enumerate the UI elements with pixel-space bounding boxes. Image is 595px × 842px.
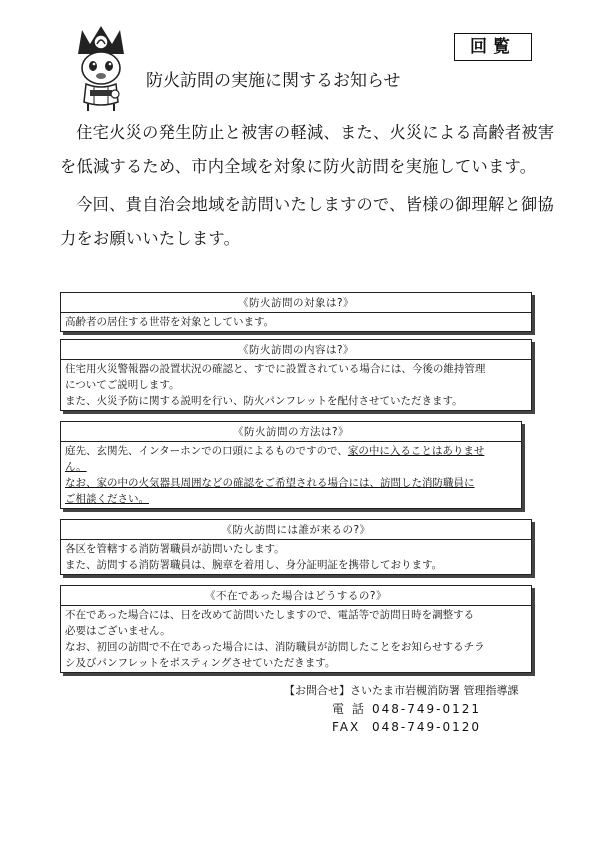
box-line: なお、家の中の火気器具周囲などの確認をご希望される場合には、訪問した消防職員に bbox=[65, 477, 475, 489]
tel-number: 048-749-0121 bbox=[372, 702, 482, 716]
fax-label: FAX bbox=[332, 720, 361, 734]
box-body bbox=[61, 540, 531, 574]
box-body bbox=[61, 313, 531, 331]
contact-org: 【お問合せ】さいたま市岩槻消防署 管理指導課 bbox=[284, 684, 519, 697]
info-box-absent bbox=[60, 585, 532, 673]
box-text: 庭先、玄関先、インターホンでの口頭によるものですので、 bbox=[65, 445, 348, 457]
box-line: また、訪問する消防署職員は、腕章を着用し、身分証明証を携帯しております。 bbox=[65, 559, 443, 571]
fax-number: 048-749-0120 bbox=[372, 720, 482, 734]
box-body bbox=[61, 606, 531, 672]
box-line: ご相談ください。 bbox=[65, 493, 149, 505]
info-box-staff bbox=[60, 519, 532, 575]
box-line: シ及びパンフレットをポスティングさせていただきます。 bbox=[65, 657, 336, 669]
box-body bbox=[61, 442, 521, 508]
contact-info bbox=[284, 682, 519, 734]
fire-mascot-icon bbox=[68, 24, 134, 112]
page-title: 防火訪問の実施に関するお知らせ bbox=[146, 71, 401, 91]
box-line: なお、初回の訪問で不在であった場合には、消防職員が訪問したことをお知らせするチラ bbox=[65, 641, 485, 653]
box-line: 住宅用火災警報器の設置状況の確認と、すでに設置されている場合には、今後の維持管理 bbox=[65, 363, 486, 375]
box-heading: 《防火訪問には誰が来るの?》 bbox=[61, 520, 531, 540]
box-line: 各区を管轄する消防署職員が訪問いたします。 bbox=[65, 543, 285, 555]
contact-tel bbox=[332, 700, 481, 718]
box-line: 高齢者の居住する世帯を対象としています。 bbox=[65, 316, 275, 328]
info-box-content bbox=[60, 339, 532, 411]
box-line: また、火災予防に関する説明を行い、防火パンフレットを配付させていただきます。 bbox=[65, 395, 463, 407]
box-line: についてご説明します。 bbox=[65, 379, 180, 391]
box-line: 必要はございません。 bbox=[65, 625, 171, 637]
box-heading: 《防火訪問の対象は?》 bbox=[61, 293, 531, 313]
intro-text bbox=[60, 116, 560, 256]
tel-label: 電 話 bbox=[332, 702, 366, 716]
box-line bbox=[65, 459, 517, 475]
contact-fax bbox=[332, 718, 481, 736]
emphasis-text: 家の中に入ることはありませ bbox=[347, 445, 485, 457]
box-heading: 《不在であった場合はどうするの?》 bbox=[61, 586, 531, 606]
box-line bbox=[65, 443, 517, 459]
info-box-method bbox=[60, 421, 522, 509]
intro-paragraph-1: 住宅火災の発生防止と被害の軽減、また、火災による高齢者被害を低減するため、市内全域を対象に防火訪問を実施しています。 bbox=[60, 123, 555, 176]
box-body bbox=[61, 360, 531, 410]
intro-paragraph-2: 今回、貴自治会地域を訪問いたしますので、皆様の御理解と御協力をお願いいたします。 bbox=[60, 195, 554, 248]
kairan-label: 回覧 bbox=[454, 33, 532, 61]
info-box-target bbox=[60, 292, 532, 332]
emphasis-text: ん。 bbox=[65, 461, 87, 473]
box-heading: 《防火訪問の方法は?》 bbox=[61, 422, 521, 442]
box-line: 不在であった場合には、日を改めて訪問いたしますので、電話等で訪問日時を調整する bbox=[65, 609, 475, 621]
box-heading: 《防火訪問の内容は?》 bbox=[61, 340, 531, 360]
